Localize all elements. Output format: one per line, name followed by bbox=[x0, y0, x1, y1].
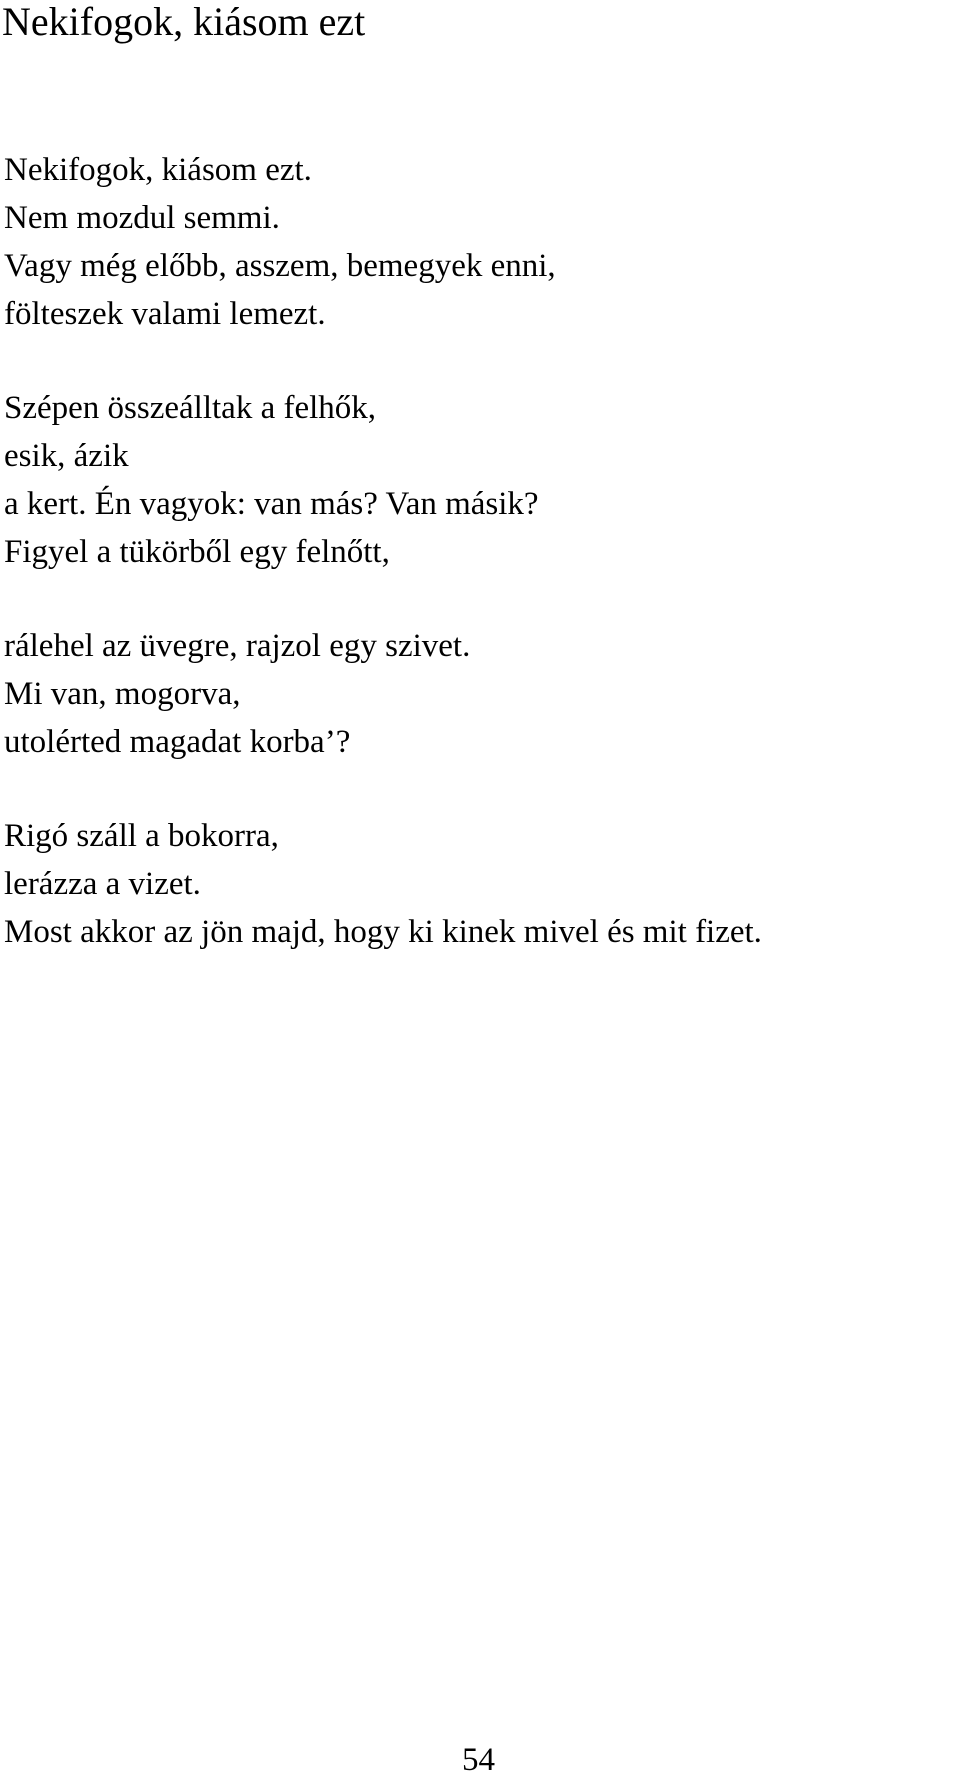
stanza-1 bbox=[4, 146, 954, 338]
poem-line: rálehel az üvegre, rajzol egy szivet. bbox=[4, 628, 471, 664]
stanza-2 bbox=[4, 384, 954, 576]
poem-line: Mi van, mogorva, bbox=[4, 676, 241, 712]
poem-line: Rigó száll a bokorra, bbox=[4, 818, 279, 854]
poem-line: Most akkor az jön majd, hogy ki kinek mivel és mit fizet. bbox=[4, 914, 762, 950]
poem-line: lerázza a vizet. bbox=[4, 866, 201, 902]
poem-line: a kert. Én vagyok: van más? Van másik? bbox=[4, 486, 539, 522]
page-number: 54 bbox=[462, 1742, 495, 1778]
page-title: Nekifogok, kiásom ezt bbox=[2, 0, 366, 44]
stanza-3 bbox=[4, 622, 954, 766]
poem-line: Nem mozdul semmi. bbox=[4, 200, 280, 236]
poem-line: Vagy még előbb, asszem, bemegyek enni, bbox=[4, 248, 556, 284]
poem-line: esik, ázik bbox=[4, 438, 129, 474]
poem bbox=[4, 146, 954, 1002]
poem-line: fölteszek valami lemezt. bbox=[4, 296, 326, 332]
poem-line: utolérted magadat korba’? bbox=[4, 724, 351, 760]
stanza-4 bbox=[4, 812, 954, 956]
poem-line: Figyel a tükörből egy felnőtt, bbox=[4, 534, 390, 570]
poem-line: Nekifogok, kiásom ezt. bbox=[4, 152, 312, 188]
poem-line: Szépen összeálltak a felhők, bbox=[4, 390, 377, 426]
